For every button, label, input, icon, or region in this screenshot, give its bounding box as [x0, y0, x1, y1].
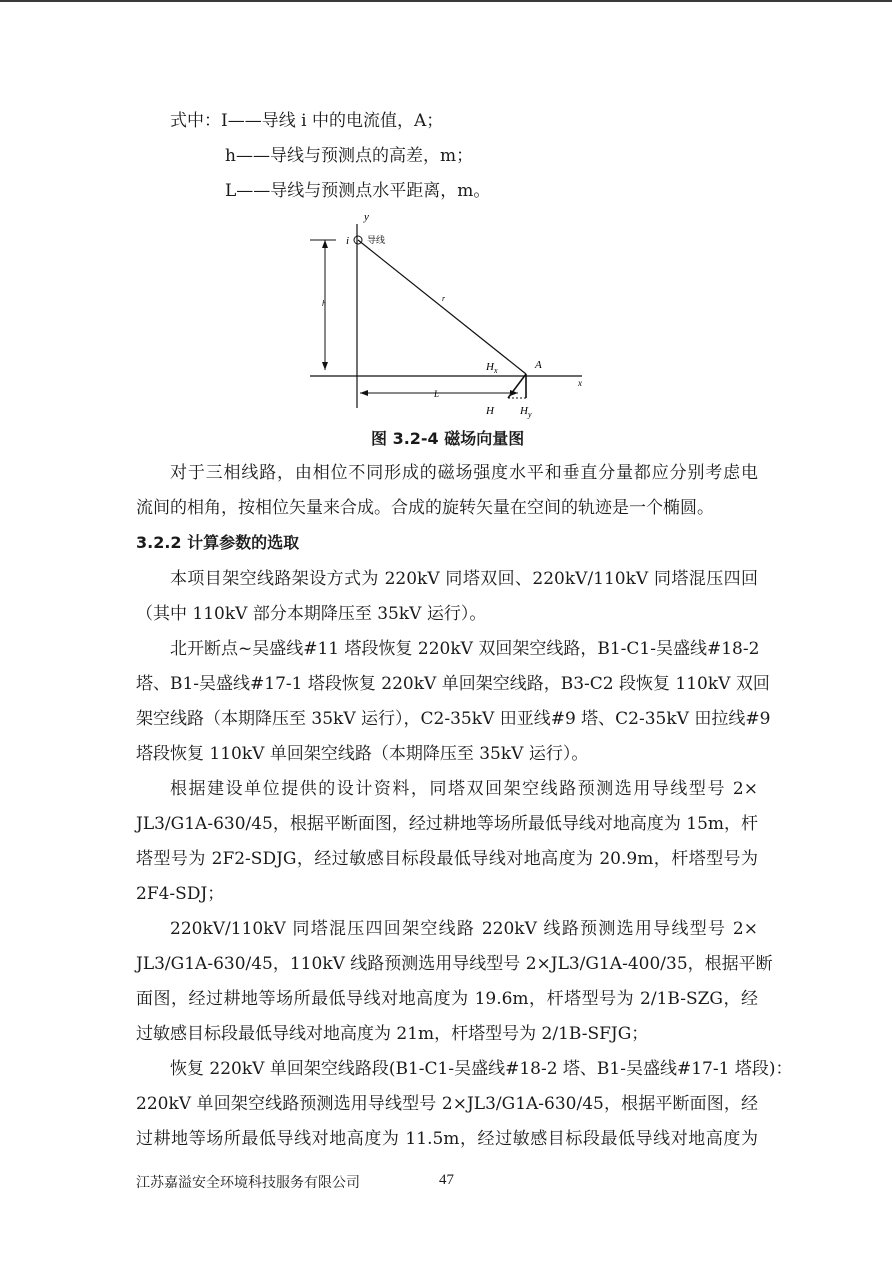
definition-height: h——导线与预测点的高差，m；: [225, 146, 474, 166]
hx-label: $H_x$: [486, 361, 498, 375]
definition-current: 式中：I——导线 i 中的电流值，A；: [170, 111, 444, 131]
page-top-border: [0, 0, 892, 2]
paragraph-line: 过耕地等场所最低导线对地高度为 11.5m，经过敏感目标段最低导线对地高度为: [136, 1129, 758, 1149]
paragraph-four-circuit: [136, 912, 773, 1052]
magnetic-vector-diagram: [300, 210, 590, 420]
paragraph-line-sections: [136, 632, 771, 772]
paragraph-line: 恢复 220kV 单回架空线路段(B1-C1-吴盛线#18-2 塔、B1-吴盛线#17-1 塔段)：: [170, 1059, 793, 1079]
paragraph-line: 根据建设单位提供的设计资料，同塔双回架空线路预测选用导线型号 2×: [170, 779, 758, 799]
section-heading: 3.2.2 计算参数的选取: [136, 533, 300, 552]
h-vector-label: H: [486, 405, 494, 417]
definition-distance: L——导线与预测点水平距离，m。: [225, 181, 491, 201]
paragraph-line: 对于三相线路，由相位不同形成的磁场强度水平和垂直分量都应分别考虑电: [170, 463, 758, 483]
paragraph-line: 本项目架空线路架设方式为 220kV 同塔双回、220kV/110kV 同塔混压四回: [170, 569, 758, 589]
paragraph-line: 220kV/110kV 同塔混压四回架空线路 220kV 线路预测选用导线型号 2×: [170, 919, 758, 939]
conductor-i-label: i: [346, 235, 350, 247]
page-number: 47: [439, 1172, 454, 1188]
radius-line: [358, 240, 526, 374]
paragraph-line: 流间的相角，按相位矢量来合成。合成的旋转矢量在空间的轨迹是一个椭圆。: [136, 498, 714, 518]
paragraph-single-circuit: [136, 1052, 793, 1157]
paragraph-line: 北开断点~吴盛线#11 塔段恢复 220kV 双回架空线路，B1-C1-吴盛线#18-2: [170, 639, 760, 659]
paragraph-line: 架空线路（本期降压至 35kV 运行），C2-35kV 田亚线#9 塔、C2-35kV 田拉线#9: [136, 709, 771, 729]
x-axis-label: x: [578, 378, 582, 388]
paragraph-line: （其中 110kV 部分本期降压至 35kV 运行）。: [136, 604, 487, 624]
paragraph-double-circuit: [136, 772, 758, 912]
conductor-label: 导线: [367, 236, 386, 246]
figure-caption: 图 3.2-4 磁场向量图: [371, 429, 525, 448]
paragraph-line: 塔型号为 2F2-SDJG，经过敏感目标段最低导线对地高度为 20.9m，杆塔型号为: [136, 849, 758, 869]
paragraph-line: 塔段恢复 110kV 单回架空线路（本期降压至 35kV 运行）。: [136, 744, 589, 764]
paragraph-line: 塔、B1-吴盛线#17-1 塔段恢复 220kV 单回架空线路，B3-C2 段恢复 110kV 双回: [136, 674, 770, 694]
paragraph-line: JL3/G1A-630/45，110kV 线路预测选用导线型号 2×JL3/G1A-400/35，根据平断: [136, 954, 773, 974]
paragraph-line: 面图，经过耕地等场所最低导线对地高度为 19.6m，杆塔型号为 2/1B-SZG，经: [136, 989, 758, 1009]
hy-label: $H_y$: [520, 405, 532, 419]
distance-arrow-left: [360, 390, 368, 396]
distance-label: L: [434, 389, 440, 399]
paragraph-three-phase: [136, 456, 758, 526]
paragraph-line: 2F4-SDJ；: [136, 884, 225, 904]
radius-label: r: [442, 294, 446, 303]
height-arrow-up: [322, 240, 328, 248]
paragraph-line: 过敏感目标段最低导线对地高度为 21m，杆塔型号为 2/1B-SFJG；: [136, 1024, 649, 1044]
y-axis-label: y: [364, 211, 369, 223]
footer-company: 江苏嘉溢安全环境科技服务有限公司: [136, 1175, 360, 1191]
height-arrow-down: [322, 362, 328, 370]
paragraph-line: JL3/G1A-630/45，根据平断面图，经过耕地等场所最低导线对地高度为 15m，杆: [136, 814, 759, 834]
paragraph-erection-method: [136, 562, 758, 632]
paragraph-line: 220kV 单回架空线路预测选用导线型号 2×JL3/G1A-630/45，根据平断面图，经: [136, 1094, 758, 1114]
height-label: h: [322, 299, 326, 308]
point-a-label: A: [535, 359, 542, 371]
